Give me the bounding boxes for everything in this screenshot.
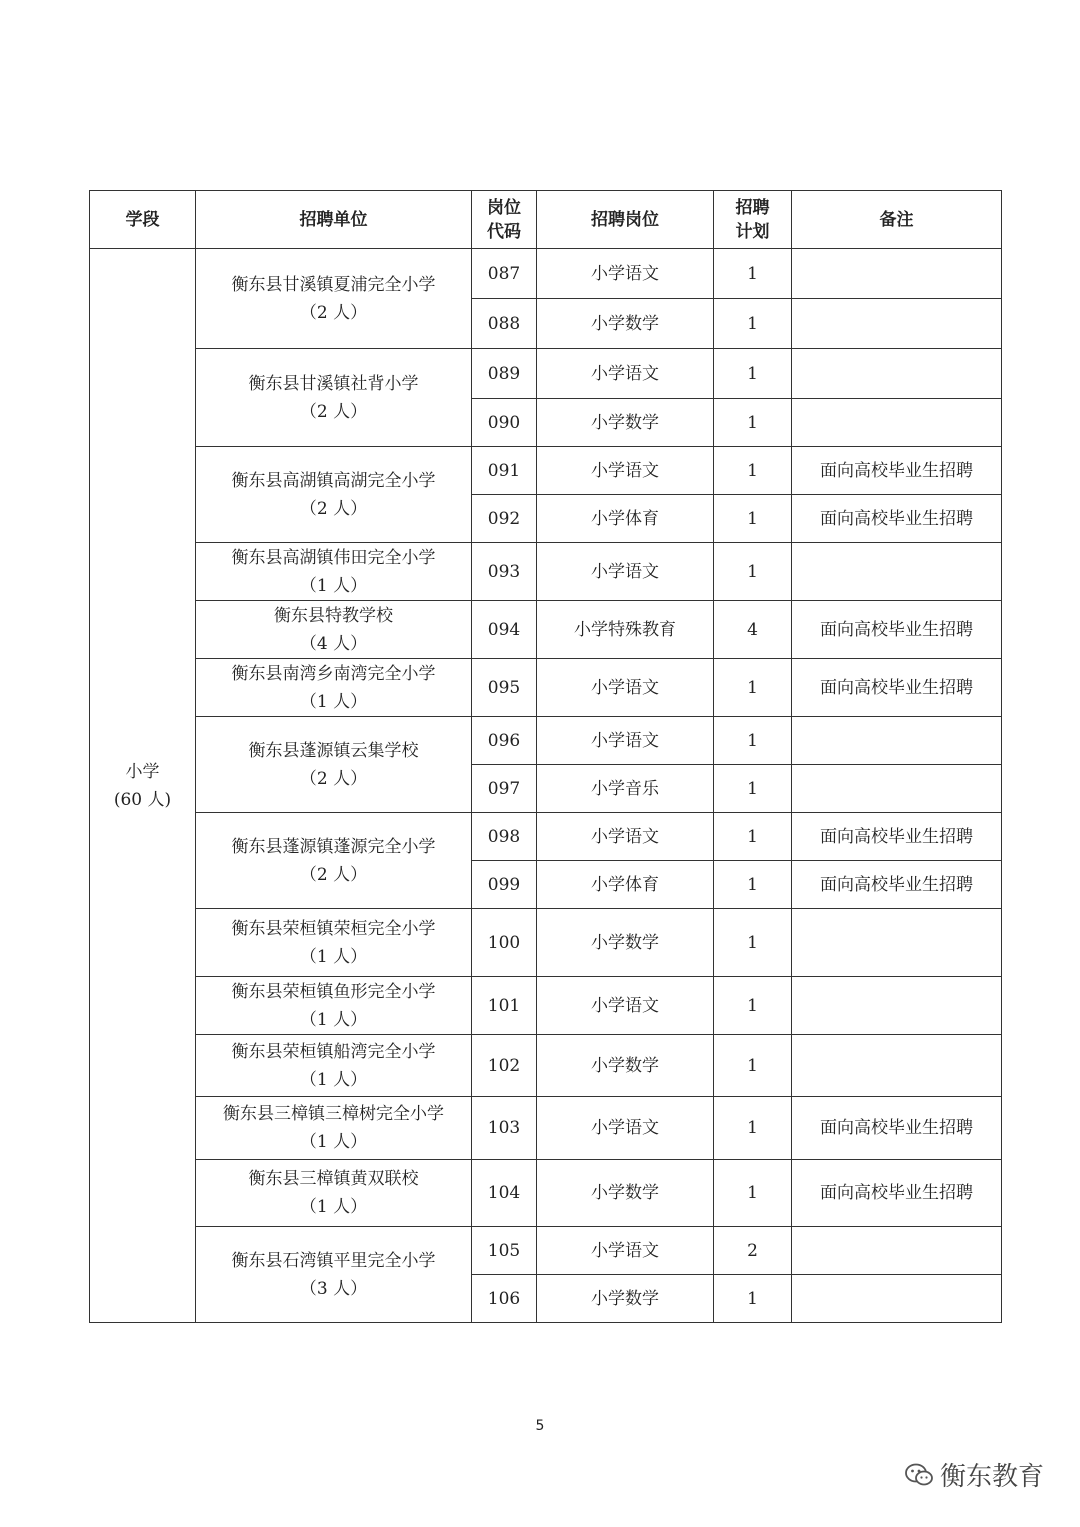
unit-count: （1 人）: [299, 1069, 368, 1090]
table-row: [90, 717, 1002, 765]
note-cell: [792, 543, 1002, 601]
header-unit: 招聘单位: [196, 191, 472, 249]
unit-name: 衡东县特教学校: [274, 605, 393, 626]
code-cell: 089: [472, 349, 537, 399]
unit-name: 衡东县石湾镇平里完全小学: [231, 1250, 436, 1271]
unit-name: 衡东县南湾乡南湾完全小学: [231, 663, 436, 684]
plan-cell: 1: [714, 1275, 792, 1323]
unit-count: （1 人）: [299, 575, 368, 596]
plan-cell: 1: [714, 861, 792, 909]
stage-cell: [90, 249, 196, 1323]
code-cell: 102: [472, 1035, 537, 1097]
code-cell: 094: [472, 601, 537, 659]
watermark-text: 衡东教育: [939, 1462, 1044, 1492]
unit-cell: [196, 601, 472, 659]
position-cell: 小学体育: [537, 861, 714, 909]
unit-cell: [196, 447, 472, 543]
note-cell: [792, 399, 1002, 447]
code-cell: 105: [472, 1227, 537, 1275]
header-note: 备注: [792, 191, 1002, 249]
plan-cell: 1: [714, 495, 792, 543]
code-cell: 104: [472, 1160, 537, 1227]
header-stage: 学段: [90, 191, 196, 249]
watermark: [904, 1456, 1044, 1493]
position-cell: 小学特殊教育: [537, 601, 714, 659]
note-cell: [792, 1227, 1002, 1275]
position-cell: 小学语文: [537, 1227, 714, 1275]
code-cell: 097: [472, 765, 537, 813]
position-cell: 小学语文: [537, 543, 714, 601]
unit-count: （1 人）: [299, 946, 368, 967]
note-cell: [792, 1275, 1002, 1323]
unit-cell: [196, 1227, 472, 1323]
unit-count: （4 人）: [299, 633, 368, 654]
header-plan-line2: 计划: [735, 221, 770, 242]
position-cell: 小学语文: [537, 447, 714, 495]
plan-cell: 1: [714, 813, 792, 861]
unit-name: 衡东县三樟镇三樟树完全小学: [223, 1104, 444, 1124]
position-cell: 小学语文: [537, 717, 714, 765]
note-cell: 面向高校毕业生招聘: [792, 813, 1002, 861]
unit-count: （2 人）: [299, 302, 368, 323]
unit-name: 衡东县荣桓镇荣桓完全小学: [231, 918, 436, 939]
unit-name: 衡东县高湖镇伟田完全小学: [231, 547, 436, 568]
plan-cell: 1: [714, 1097, 792, 1160]
table-row: [90, 977, 1002, 1035]
table-row: [90, 601, 1002, 659]
unit-count: （1 人）: [299, 1197, 368, 1217]
stage-count: (60 人): [113, 789, 172, 810]
position-cell: 小学数学: [537, 1275, 714, 1323]
table-row: [90, 659, 1002, 717]
note-cell: 面向高校毕业生招聘: [792, 447, 1002, 495]
code-cell: 101: [472, 977, 537, 1035]
table-row: [90, 1035, 1002, 1097]
table-row: [90, 349, 1002, 399]
unit-name: 衡东县高湖镇高湖完全小学: [231, 470, 436, 491]
note-cell: [792, 299, 1002, 349]
code-cell: 095: [472, 659, 537, 717]
table-row: [90, 1097, 1002, 1160]
unit-name: 衡东县甘溪镇夏浦完全小学: [231, 274, 436, 295]
unit-cell: [196, 813, 472, 909]
plan-cell: 1: [714, 765, 792, 813]
plan-cell: 1: [714, 447, 792, 495]
table-row: [90, 1227, 1002, 1275]
position-cell: 小学语文: [537, 349, 714, 399]
plan-cell: 1: [714, 299, 792, 349]
plan-cell: 4: [714, 601, 792, 659]
plan-cell: 1: [714, 909, 792, 977]
page-number: 5: [535, 1418, 545, 1434]
note-cell: [792, 765, 1002, 813]
plan-cell: 1: [714, 659, 792, 717]
plan-cell: 1: [714, 249, 792, 299]
unit-cell: [196, 909, 472, 977]
note-cell: [792, 249, 1002, 299]
unit-name: 衡东县蓬源镇云集学校: [248, 740, 419, 761]
wechat-icon: [904, 1462, 934, 1488]
note-cell: 面向高校毕业生招聘: [792, 1097, 1002, 1160]
note-cell: 面向高校毕业生招聘: [792, 601, 1002, 659]
unit-cell: [196, 1097, 472, 1160]
note-cell: [792, 977, 1002, 1035]
unit-count: （1 人）: [299, 1009, 368, 1030]
header-code-line1: 岗位: [487, 197, 521, 218]
position-cell: 小学语文: [537, 977, 714, 1035]
table-row: [90, 1160, 1002, 1227]
unit-name: 衡东县三樟镇黄双联校: [248, 1169, 419, 1189]
table-row: [90, 447, 1002, 495]
code-cell: 096: [472, 717, 537, 765]
position-cell: 小学音乐: [537, 765, 714, 813]
header-plan: [714, 191, 792, 249]
code-cell: 098: [472, 813, 537, 861]
unit-count: （2 人）: [299, 768, 368, 789]
note-cell: [792, 717, 1002, 765]
stage-name: 小学: [125, 761, 160, 782]
code-cell: 092: [472, 495, 537, 543]
plan-cell: 2: [714, 1227, 792, 1275]
plan-cell: 1: [714, 977, 792, 1035]
position-cell: 小学数学: [537, 299, 714, 349]
position-cell: 小学语文: [537, 1097, 714, 1160]
unit-cell: [196, 977, 472, 1035]
header-position: 招聘岗位: [537, 191, 714, 249]
unit-count: （1 人）: [299, 691, 368, 712]
plan-cell: 1: [714, 543, 792, 601]
code-cell: 087: [472, 249, 537, 299]
unit-cell: [196, 543, 472, 601]
unit-name: 衡东县甘溪镇社背小学: [248, 373, 419, 394]
plan-cell: 1: [714, 717, 792, 765]
table-row: [90, 813, 1002, 861]
header-code: [472, 191, 537, 249]
note-cell: 面向高校毕业生招聘: [792, 1160, 1002, 1227]
header-plan-line1: 招聘: [735, 197, 770, 218]
plan-cell: 1: [714, 1035, 792, 1097]
note-cell: 面向高校毕业生招聘: [792, 659, 1002, 717]
unit-count: （2 人）: [299, 498, 368, 519]
note-cell: 面向高校毕业生招聘: [792, 495, 1002, 543]
code-cell: 091: [472, 447, 537, 495]
position-cell: 小学语文: [537, 813, 714, 861]
plan-cell: 1: [714, 1160, 792, 1227]
position-cell: 小学数学: [537, 1035, 714, 1097]
plan-cell: 1: [714, 349, 792, 399]
unit-cell: [196, 659, 472, 717]
code-cell: 106: [472, 1275, 537, 1323]
unit-cell: [196, 717, 472, 813]
header-code-line2: 代码: [487, 221, 521, 242]
code-cell: 090: [472, 399, 537, 447]
unit-cell: [196, 349, 472, 447]
unit-name: 衡东县荣桓镇鱼形完全小学: [231, 981, 436, 1002]
position-cell: 小学数学: [537, 909, 714, 977]
unit-name: 衡东县蓬源镇蓬源完全小学: [231, 836, 436, 857]
unit-count: （1 人）: [299, 1132, 368, 1152]
position-cell: 小学语文: [537, 659, 714, 717]
header-row: [90, 191, 1002, 249]
position-cell: 小学语文: [537, 249, 714, 299]
table-row: [90, 543, 1002, 601]
position-cell: 小学数学: [537, 1160, 714, 1227]
code-cell: 099: [472, 861, 537, 909]
code-cell: 093: [472, 543, 537, 601]
position-cell: 小学数学: [537, 399, 714, 447]
unit-count: （3 人）: [299, 1278, 368, 1299]
plan-cell: 1: [714, 399, 792, 447]
unit-cell: [196, 1035, 472, 1097]
note-cell: 面向高校毕业生招聘: [792, 861, 1002, 909]
code-cell: 103: [472, 1097, 537, 1160]
unit-cell: [196, 249, 472, 349]
code-cell: 088: [472, 299, 537, 349]
table-row: [90, 249, 1002, 299]
table-body: [90, 249, 1002, 1323]
note-cell: [792, 909, 1002, 977]
table-row: [90, 909, 1002, 977]
code-cell: 100: [472, 909, 537, 977]
unit-cell: [196, 1160, 472, 1227]
note-cell: [792, 349, 1002, 399]
unit-name: 衡东县荣桓镇船湾完全小学: [231, 1041, 436, 1062]
position-cell: 小学体育: [537, 495, 714, 543]
note-cell: [792, 1035, 1002, 1097]
recruitment-table: [89, 190, 1002, 1323]
unit-count: （2 人）: [299, 864, 368, 885]
unit-count: （2 人）: [299, 401, 368, 422]
